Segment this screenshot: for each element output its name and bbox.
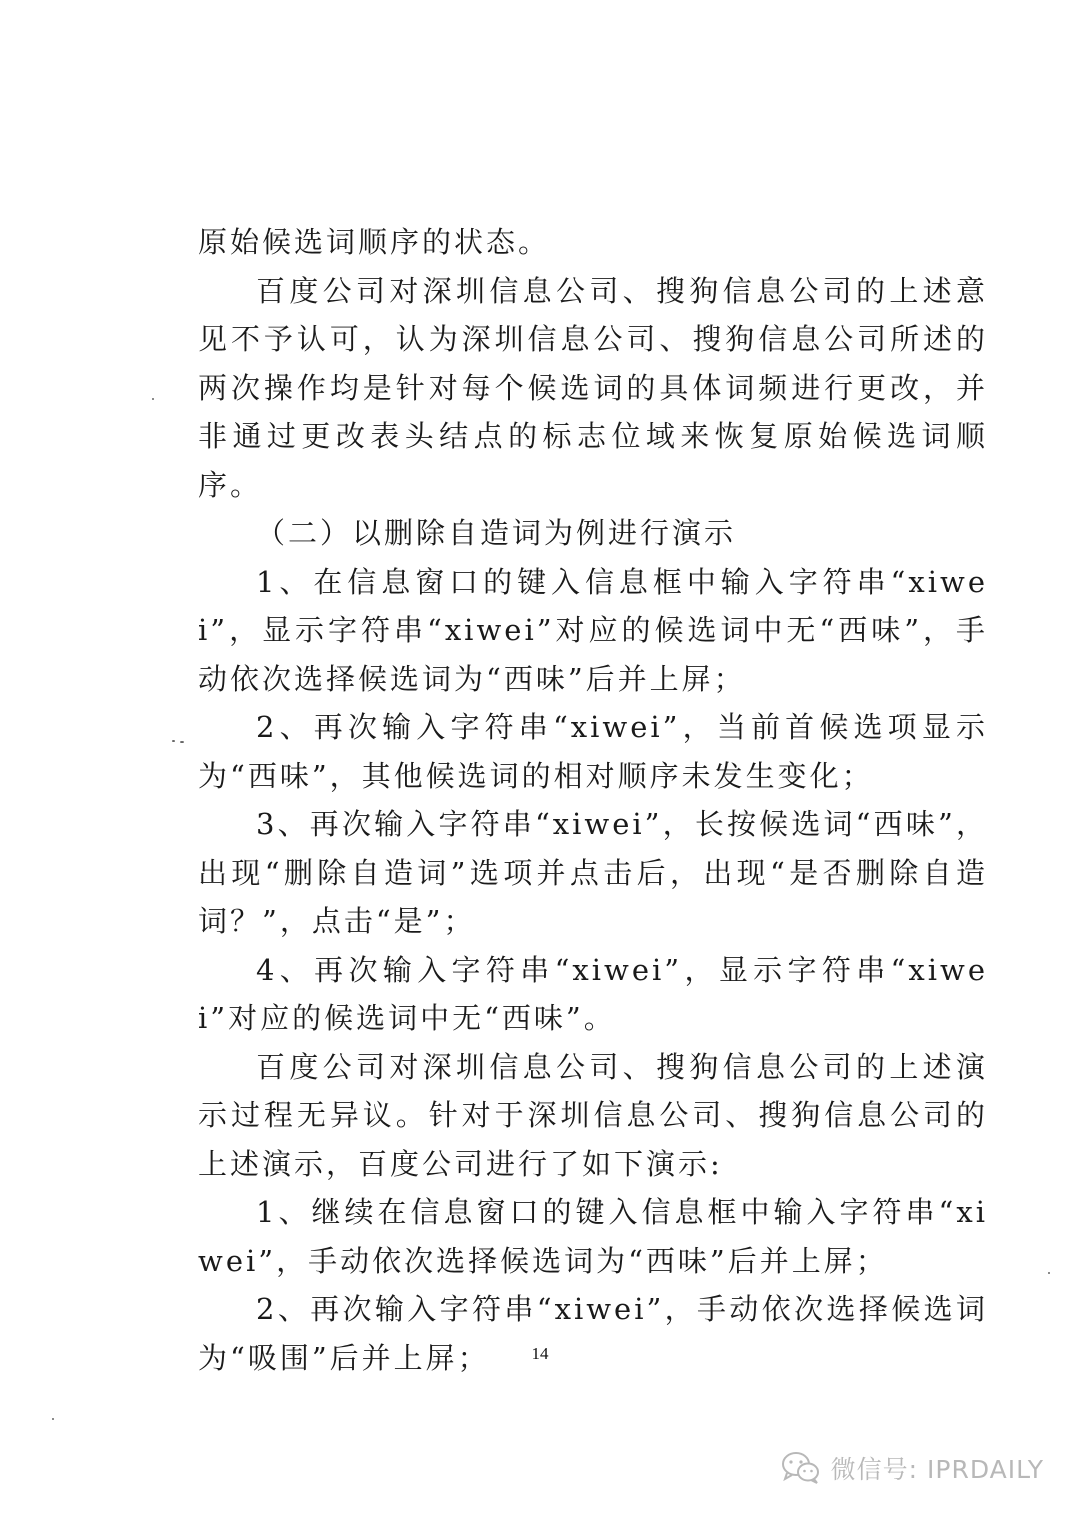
step-1-input-xiwei: 1、在信息窗口的键入信息框中输入字符串“xiwei”，显示字符串“xiwei”对应的候选词中无“西味”，手动依次选择候选词为“西味”后并上屏； (198, 564, 988, 696)
paragraph-baidu-no-objection: 百度公司对深圳信息公司、搜狗信息公司的上述演示过程无异议。针对于深圳信息公司、搜狗信息公司的上述演示，百度公司进行了如下演示: (198, 1049, 988, 1181)
step-3-long-press-delete: 3、再次输入字符串“xiwei”，长按候选词“西味”，出现“删除自造词”选项并点击后，出现“是否删除自造词？”，点击“是”； (198, 807, 988, 938)
scan-speck (172, 740, 175, 742)
baidu-step-2: 2、再次输入字符串“xiwei”，手动依次选择候选词为“吸围”后并上屏； (198, 1292, 988, 1375)
scan-speck (52, 1418, 54, 1420)
watermark (781, 1450, 1044, 1486)
paragraph-continuation: 原始候选词顺序的状态。 (198, 225, 551, 259)
scan-speck (152, 398, 154, 400)
step-2-reinput-xiwei: 2、再次输入字符串“xiwei”，当前首候选项显示为“西味”，其他候选词的相对顺序未发生变化； (198, 710, 988, 793)
wechat-icon (781, 1451, 821, 1485)
baidu-step-1: 1、继续在信息窗口的键入信息框中输入字符串“xiwei”，手动依次选择候选词为“西味”后并上屏； (198, 1195, 988, 1278)
paragraph-baidu-objection: 百度公司对深圳信息公司、搜狗信息公司的上述意见不予认可，认为深圳信息公司、搜狗信息公司所述的两次操作均是针对每个候选词的具体词频进行更改，并非通过更改表头结点的标志位域来恢复原始候选词顺序。 (198, 273, 988, 502)
step-4-result: 4、再次输入字符串“xiwei”，显示字符串“xiwei”对应的候选词中无“西味”。 (198, 952, 988, 1035)
page-number: 14 (531, 1344, 549, 1363)
section-heading-delete-custom-word: （二）以删除自造词为例进行演示 (256, 516, 737, 550)
scan-speck (180, 741, 184, 743)
scan-speck (1048, 1272, 1050, 1274)
document-body (198, 218, 988, 1382)
watermark-text: 微信号: IPRDAILY (830, 1455, 1044, 1484)
